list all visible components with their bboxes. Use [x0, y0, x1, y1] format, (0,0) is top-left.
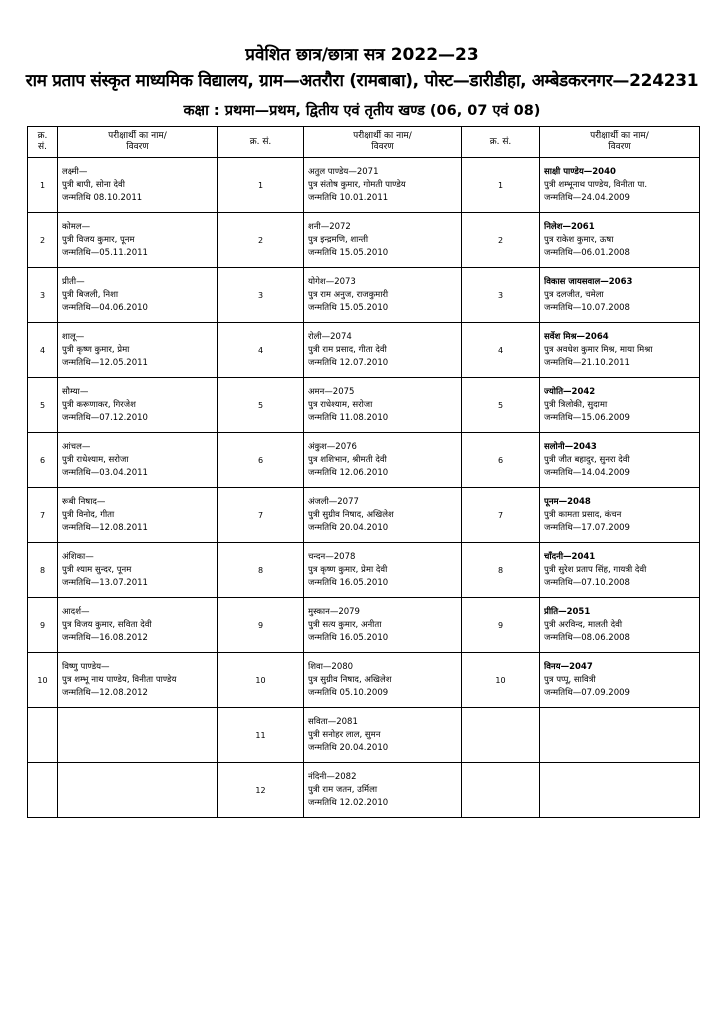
serial-number-cell: 3 [28, 268, 58, 323]
date-of-birth: जन्मतिथि—15.06.2009 [544, 412, 630, 423]
date-of-birth: जन्मतिथि 11.08.2010 [308, 412, 389, 423]
serial-number-cell: 8 [28, 543, 58, 598]
date-of-birth: जन्मतिथि—07.10.2008 [544, 577, 630, 588]
serial-number-cell: 2 [28, 213, 58, 268]
header-text: क्र. सं. [489, 136, 512, 147]
student-info-cell [304, 488, 462, 543]
student-info-cell [58, 158, 218, 213]
header-text: परीक्षार्थी का नाम/ [590, 131, 649, 141]
table-row [28, 488, 700, 543]
serial-number-cell: 2 [218, 213, 304, 268]
parent-names: पुत्र अवधेश कुमार मिश्र, माया मिश्रा [544, 344, 653, 355]
serial-number-cell: 5 [28, 378, 58, 433]
student-info-cell [304, 268, 462, 323]
serial-number-cell [462, 763, 540, 818]
student-info-cell [304, 213, 462, 268]
student-name: लक्ष्मी— [62, 166, 88, 177]
header-text: सं. [38, 142, 47, 152]
table-row [28, 543, 700, 598]
date-of-birth: जन्मतिथि—12.08.2012 [62, 687, 148, 698]
table-row [28, 763, 700, 818]
student-name: प्रीती— [62, 276, 85, 287]
parent-names: पुत्री करूणाकर, गिरजेश [62, 399, 136, 410]
student-name: सौम्या— [62, 386, 89, 397]
student-info-cell [304, 323, 462, 378]
parent-names: पुत्री सनोहर लाल, सुमन [308, 729, 381, 740]
student-info-cell [58, 488, 218, 543]
parent-names: पुत्र शम्भू नाथ पाण्डेय, विनीता पाण्डेय [62, 674, 177, 685]
header-text: विवरण [371, 142, 394, 152]
serial-number-cell: 3 [218, 268, 304, 323]
parent-names: पुत्री सत्य कुमार, अनीता [308, 619, 382, 630]
date-of-birth: जन्मतिथि—12.08.2011 [62, 522, 148, 533]
student-name: ज्योति—2042 [544, 386, 596, 397]
student-info-cell [304, 378, 462, 433]
student-info-cell [58, 323, 218, 378]
serial-number-cell: 4 [218, 323, 304, 378]
student-name: प्रीति—2051 [544, 606, 591, 617]
parent-names: पुत्री त्रिलोकी, सुदामा [544, 399, 608, 410]
student-info-cell [58, 708, 218, 763]
serial-number-cell [462, 708, 540, 763]
date-of-birth: जन्मतिथि—08.06.2008 [544, 632, 630, 643]
serial-number-cell [28, 763, 58, 818]
student-info-cell [540, 378, 700, 433]
serial-number-cell: 6 [28, 433, 58, 488]
student-info-cell [540, 323, 700, 378]
date-of-birth: जन्मतिथि 10.01.2011 [308, 192, 389, 203]
serial-number-cell: 11 [218, 708, 304, 763]
student-info-cell [540, 433, 700, 488]
school-name: राम प्रताप संस्कृत माध्यमिक विद्यालय, ग्राम—अतरौरा (रामबाबा), पोस्ट—डारीडीहा, अम्बेडकरनगर—224231 [25, 71, 699, 91]
date-of-birth: जन्मतिथि—16.08.2012 [62, 632, 148, 643]
student-info-cell [540, 488, 700, 543]
header-text: विवरण [126, 142, 149, 152]
student-name: निलेश—2061 [544, 221, 595, 232]
student-name: अतुल पाण्डेय—2071 [308, 166, 379, 177]
student-name: योगेश—2073 [308, 276, 356, 287]
student-name: अमन—2075 [308, 386, 355, 397]
student-info-cell [540, 268, 700, 323]
student-name: मुस्कान—2079 [308, 606, 360, 617]
date-of-birth: जन्मतिथि—07.09.2009 [544, 687, 630, 698]
serial-number-cell: 2 [462, 213, 540, 268]
parent-names: पुत्री बापी, सोना देवी [62, 179, 125, 190]
parent-names: पुत्री बिजली, निशा [62, 289, 119, 300]
parent-names: पुत्र कृष्ण कुमार, प्रेमा देवी [308, 564, 388, 575]
student-name: चाँदनी—2041 [544, 551, 596, 562]
parent-names: पुत्र दलजीत, चमेला [544, 289, 604, 300]
parent-names: पुत्र इन्द्रमणि, शान्ती [308, 234, 369, 245]
table-row [28, 268, 700, 323]
col-header-sn-3 [462, 127, 540, 158]
student-name: शिवा—2080 [308, 661, 354, 672]
date-of-birth: जन्मतिथि—21.10.2011 [544, 357, 630, 368]
table-row [28, 323, 700, 378]
serial-number-cell: 7 [28, 488, 58, 543]
date-of-birth: जन्मतिथि—04.06.2010 [62, 302, 148, 313]
parent-names: पुत्र राकेश कुमार, ऊषा [544, 234, 614, 245]
serial-number-cell: 1 [28, 158, 58, 213]
student-info-cell [540, 213, 700, 268]
student-name: शनी—2072 [308, 221, 351, 232]
student-info-cell [58, 598, 218, 653]
student-info-cell [304, 543, 462, 598]
serial-number-cell [28, 708, 58, 763]
table-row [28, 598, 700, 653]
header-text: विवरण [608, 142, 631, 152]
date-of-birth: जन्मतिथि—05.11.2011 [62, 247, 148, 258]
student-name: विष्णु पाण्डेय— [62, 661, 110, 672]
parent-names: पुत्री राम प्रसाद, गीता देवी [308, 344, 387, 355]
date-of-birth: जन्मतिथि 12.07.2010 [308, 357, 389, 368]
serial-number-cell: 7 [462, 488, 540, 543]
col-header-name-3 [540, 127, 700, 158]
student-info-cell [58, 543, 218, 598]
date-of-birth: जन्मतिथि—14.04.2009 [544, 467, 630, 478]
student-info-cell [540, 158, 700, 213]
student-name: अंकुश—2076 [308, 441, 357, 452]
student-info-cell [58, 763, 218, 818]
student-name: विकास जायसवाल—2063 [544, 276, 633, 287]
student-info-cell [540, 763, 700, 818]
student-info-cell [304, 653, 462, 708]
col-header-name-1 [58, 127, 218, 158]
date-of-birth: जन्मतिथि—06.01.2008 [544, 247, 630, 258]
student-name: चन्दन—2078 [308, 551, 356, 562]
serial-number-cell: 4 [462, 323, 540, 378]
date-of-birth: जन्मतिथि 15.05.2010 [308, 247, 389, 258]
date-of-birth: जन्मतिथि 05.10.2009 [308, 687, 389, 698]
student-info-cell [58, 268, 218, 323]
header-text: परीक्षार्थी का नाम/ [353, 131, 412, 141]
table-row [28, 378, 700, 433]
parent-names: पुत्री शम्भूनाथ पाण्डेय, विनीता पा. [544, 179, 648, 190]
serial-number-cell: 9 [28, 598, 58, 653]
date-of-birth: जन्मतिथि—24.04.2009 [544, 192, 630, 203]
student-info-cell [58, 653, 218, 708]
admission-table [27, 126, 700, 818]
serial-number-cell: 7 [218, 488, 304, 543]
parent-names: पुत्री अरविन्द, मालती देवी [544, 619, 623, 630]
date-of-birth: जन्मतिथि 20.04.2010 [308, 522, 389, 533]
serial-number-cell: 6 [218, 433, 304, 488]
student-name: आदर्श— [62, 606, 90, 617]
table-row [28, 653, 700, 708]
table-body [28, 158, 700, 818]
student-name: शालू— [62, 331, 85, 342]
date-of-birth: जन्मतिथि—03.04.2011 [62, 467, 148, 478]
date-of-birth: जन्मतिथि—12.05.2011 [62, 357, 148, 368]
parent-names: पुत्र संतोष कुमार, गोमती पाण्डेय [308, 179, 406, 190]
header-text: परीक्षार्थी का नाम/ [108, 131, 167, 141]
serial-number-cell: 5 [462, 378, 540, 433]
date-of-birth: जन्मतिथि—13.07.2011 [62, 577, 148, 588]
parent-names: पुत्री कृष्ण कुमार, प्रेमा [62, 344, 130, 355]
serial-number-cell: 4 [28, 323, 58, 378]
document-title: प्रवेशित छात्र/छात्रा सत्र 2022—23 [245, 45, 479, 65]
date-of-birth: जन्मतिथि 16.05.2010 [308, 632, 389, 643]
student-name: नंदिनी—2082 [308, 771, 357, 782]
parent-names: पुत्री विनोद, गीता [62, 509, 115, 520]
parent-names: पुत्री कामता प्रसाद, कंचन [544, 509, 622, 520]
col-header-sn-2 [218, 127, 304, 158]
serial-number-cell: 3 [462, 268, 540, 323]
parent-names: पुत्री राधेश्याम, सरोजा [62, 454, 129, 465]
date-of-birth: जन्मतिथि 16.05.2010 [308, 577, 389, 588]
table-row [28, 158, 700, 213]
student-info-cell [304, 158, 462, 213]
serial-number-cell: 1 [462, 158, 540, 213]
student-info-cell [304, 598, 462, 653]
student-info-cell [540, 653, 700, 708]
student-name: कोमल— [62, 221, 91, 232]
parent-names: पुत्री विजय कुमार, पूनम [62, 234, 135, 245]
student-name: विनय—2047 [544, 661, 593, 672]
date-of-birth: जन्मतिथि 12.02.2010 [308, 797, 389, 808]
student-name: रूबी निषाद— [62, 496, 106, 507]
parent-names: पुत्र शशिभान, श्रीमती देवी [308, 454, 387, 465]
student-info-cell [540, 598, 700, 653]
table-row [28, 433, 700, 488]
serial-number-cell: 10 [218, 653, 304, 708]
student-name: साक्षी पाण्डेय—2040 [544, 166, 616, 177]
student-name: सविता—2081 [308, 716, 358, 727]
student-info-cell [58, 378, 218, 433]
col-header-sn-1 [28, 127, 58, 158]
student-name: आंचल— [62, 441, 91, 452]
serial-number-cell: 10 [28, 653, 58, 708]
student-info-cell [540, 708, 700, 763]
student-name: अंशिका— [62, 551, 94, 562]
serial-number-cell: 12 [218, 763, 304, 818]
parent-names: पुत्र सुग्रीव निषाद, अखिलेश [308, 674, 392, 685]
student-info-cell [540, 543, 700, 598]
student-name: अंजली—2077 [308, 496, 359, 507]
serial-number-cell: 10 [462, 653, 540, 708]
student-info-cell [58, 213, 218, 268]
student-info-cell [58, 433, 218, 488]
parent-names: पुत्र पप्पू, सावित्री [544, 674, 596, 685]
class-info: कक्षा : प्रथमा—प्रथम, द्वितीय एवं तृतीय खण्ड (06, 07 एवं 08) [183, 103, 541, 119]
header-text: क्र. [37, 131, 48, 141]
student-info-cell [304, 433, 462, 488]
student-name: सलोनी—2043 [544, 441, 597, 452]
header-text: क्र. सं. [249, 136, 272, 147]
parent-names: पुत्र राम अनुज, राजकुमारी [308, 289, 389, 300]
parent-names: पुत्री सुरेश प्रताप सिंह, गायत्री देवी [544, 564, 647, 575]
serial-number-cell: 8 [462, 543, 540, 598]
col-header-name-2 [304, 127, 462, 158]
parent-names: पुत्री सुग्रीव निषाद, अखिलेश [308, 509, 394, 520]
parent-names: पुत्री राम जतन, उर्मिला [308, 784, 378, 795]
serial-number-cell: 5 [218, 378, 304, 433]
parent-names: पुत्र राधेश्याम, सरोजा [308, 399, 373, 410]
date-of-birth: जन्मतिथि 20.04.2010 [308, 742, 389, 753]
date-of-birth: जन्मतिथि—17.07.2009 [544, 522, 630, 533]
table-row [28, 213, 700, 268]
serial-number-cell: 8 [218, 543, 304, 598]
date-of-birth: जन्मतिथि 15.05.2010 [308, 302, 389, 313]
parent-names: पुत्र विजय कुमार, सविता देवी [62, 619, 152, 630]
serial-number-cell: 1 [218, 158, 304, 213]
serial-number-cell: 6 [462, 433, 540, 488]
date-of-birth: जन्मतिथि—07.12.2010 [62, 412, 148, 423]
parent-names: पुत्री श्याम सुन्दर, पूनम [62, 564, 132, 575]
student-name: सर्वेश मिश्र—2064 [544, 331, 609, 342]
serial-number-cell: 9 [462, 598, 540, 653]
date-of-birth: जन्मतिथि 08.10.2011 [62, 192, 143, 203]
parent-names: पुत्री जीत बहादुर, सुनरा देवी [544, 454, 630, 465]
date-of-birth: जन्मतिथि—10.07.2008 [544, 302, 630, 313]
serial-number-cell: 9 [218, 598, 304, 653]
student-info-cell [304, 763, 462, 818]
table-row [28, 708, 700, 763]
student-name: पूनम—2048 [544, 496, 591, 507]
table-header-row [28, 127, 700, 158]
student-info-cell [304, 708, 462, 763]
student-name: रोली—2074 [308, 331, 352, 342]
date-of-birth: जन्मतिथि 12.06.2010 [308, 467, 389, 478]
